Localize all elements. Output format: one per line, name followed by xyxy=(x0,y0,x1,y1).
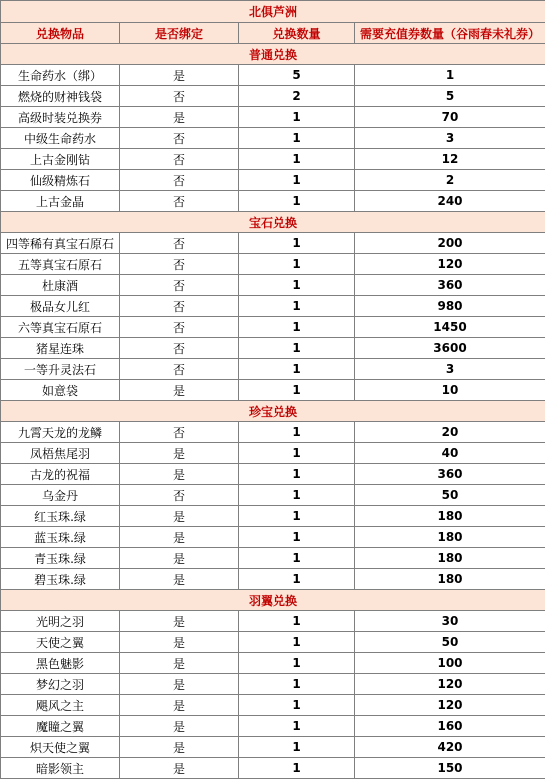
section-title: 羽翼兑换 xyxy=(1,590,545,611)
table-row xyxy=(1,254,545,275)
item-name: 高级时装兑换券 xyxy=(1,107,120,128)
bound-status: 是 xyxy=(120,611,239,632)
table-row xyxy=(1,65,545,86)
item-name: 光明之羽 xyxy=(1,611,120,632)
bound-status: 是 xyxy=(120,569,239,590)
bound-status: 否 xyxy=(120,338,239,359)
item-name: 极品女儿红 xyxy=(1,296,120,317)
item-name: 碧玉珠.绿 xyxy=(1,569,120,590)
voucher-count: 180 xyxy=(355,548,545,569)
item-name: 猪星连珠 xyxy=(1,338,120,359)
voucher-count: 160 xyxy=(355,716,545,737)
item-name: 六等真宝石原石 xyxy=(1,317,120,338)
item-name: 暗影领主 xyxy=(1,758,120,779)
table-row xyxy=(1,128,545,149)
voucher-count: 3 xyxy=(355,359,545,380)
voucher-count: 70 xyxy=(355,107,545,128)
item-name: 中级生命药水 xyxy=(1,128,120,149)
bound-status: 是 xyxy=(120,65,239,86)
exchange-quantity: 1 xyxy=(239,317,355,338)
voucher-count: 120 xyxy=(355,695,545,716)
bound-status: 否 xyxy=(120,275,239,296)
bound-status: 否 xyxy=(120,317,239,338)
table-row xyxy=(1,233,545,254)
item-name: 青玉珠.绿 xyxy=(1,548,120,569)
table-row xyxy=(1,86,545,107)
bound-status: 是 xyxy=(120,716,239,737)
exchange-quantity: 1 xyxy=(239,632,355,653)
bound-status: 是 xyxy=(120,548,239,569)
exchange-quantity: 1 xyxy=(239,464,355,485)
title-row xyxy=(1,1,545,23)
exchange-quantity: 1 xyxy=(239,254,355,275)
bound-status: 否 xyxy=(120,485,239,506)
item-name: 炽天使之翼 xyxy=(1,737,120,758)
voucher-count: 3600 xyxy=(355,338,545,359)
table-row xyxy=(1,380,545,401)
exchange-quantity: 2 xyxy=(239,86,355,107)
bound-status: 否 xyxy=(120,170,239,191)
bound-status: 是 xyxy=(120,674,239,695)
exchange-quantity: 1 xyxy=(239,695,355,716)
table-row xyxy=(1,695,545,716)
table-row xyxy=(1,737,545,758)
header-voucher-count: 需要充值券数量（谷雨春未礼券） xyxy=(355,23,545,44)
table-row xyxy=(1,464,545,485)
section-header-row xyxy=(1,401,545,422)
item-name: 燃烧的财神钱袋 xyxy=(1,86,120,107)
voucher-count: 40 xyxy=(355,443,545,464)
item-name: 飓风之主 xyxy=(1,695,120,716)
item-name: 四等稀有真宝石原石 xyxy=(1,233,120,254)
bound-status: 否 xyxy=(120,149,239,170)
bound-status: 是 xyxy=(120,653,239,674)
voucher-count: 180 xyxy=(355,527,545,548)
bound-status: 是 xyxy=(120,695,239,716)
exchange-quantity: 1 xyxy=(239,737,355,758)
exchange-quantity: 1 xyxy=(239,380,355,401)
bound-status: 是 xyxy=(120,107,239,128)
exchange-quantity: 1 xyxy=(239,716,355,737)
bound-status: 是 xyxy=(120,380,239,401)
item-name: 九霄天龙的龙鳞 xyxy=(1,422,120,443)
item-name: 天使之翼 xyxy=(1,632,120,653)
exchange-quantity: 1 xyxy=(239,611,355,632)
exchange-quantity: 1 xyxy=(239,548,355,569)
section-title: 普通兑换 xyxy=(1,44,545,65)
table-row xyxy=(1,191,545,212)
bound-status: 是 xyxy=(120,506,239,527)
bound-status: 否 xyxy=(120,191,239,212)
table-row xyxy=(1,296,545,317)
voucher-count: 1 xyxy=(355,65,545,86)
table-row xyxy=(1,569,545,590)
bound-status: 否 xyxy=(120,296,239,317)
item-name: 古龙的祝福 xyxy=(1,464,120,485)
exchange-quantity: 1 xyxy=(239,422,355,443)
exchange-quantity: 1 xyxy=(239,569,355,590)
voucher-count: 240 xyxy=(355,191,545,212)
bound-status: 否 xyxy=(120,86,239,107)
section-title: 珍宝兑换 xyxy=(1,401,545,422)
voucher-count: 50 xyxy=(355,485,545,506)
table-row xyxy=(1,275,545,296)
voucher-count: 2 xyxy=(355,170,545,191)
exchange-quantity: 1 xyxy=(239,527,355,548)
voucher-count: 20 xyxy=(355,422,545,443)
voucher-count: 360 xyxy=(355,464,545,485)
table-row xyxy=(1,149,545,170)
table-row xyxy=(1,359,545,380)
table-row xyxy=(1,422,545,443)
exchange-quantity: 1 xyxy=(239,506,355,527)
voucher-count: 200 xyxy=(355,233,545,254)
section-header-row xyxy=(1,212,545,233)
table-row xyxy=(1,758,545,779)
item-name: 魔瞳之翼 xyxy=(1,716,120,737)
item-name: 蓝玉珠.绿 xyxy=(1,527,120,548)
bound-status: 是 xyxy=(120,443,239,464)
bound-status: 是 xyxy=(120,758,239,779)
voucher-count: 980 xyxy=(355,296,545,317)
voucher-count: 12 xyxy=(355,149,545,170)
table-row xyxy=(1,506,545,527)
item-name: 仙级精炼石 xyxy=(1,170,120,191)
voucher-count: 30 xyxy=(355,611,545,632)
bound-status: 是 xyxy=(120,737,239,758)
exchange-quantity: 1 xyxy=(239,233,355,254)
voucher-count: 180 xyxy=(355,569,545,590)
exchange-quantity: 1 xyxy=(239,653,355,674)
header-row xyxy=(1,23,545,44)
exchange-quantity: 1 xyxy=(239,674,355,695)
exchange-quantity: 1 xyxy=(239,191,355,212)
table-row xyxy=(1,548,545,569)
bound-status: 是 xyxy=(120,632,239,653)
section-header-row xyxy=(1,590,545,611)
bound-status: 是 xyxy=(120,527,239,548)
table-row xyxy=(1,338,545,359)
voucher-count: 5 xyxy=(355,86,545,107)
table-row xyxy=(1,674,545,695)
table-row xyxy=(1,317,545,338)
table-row xyxy=(1,716,545,737)
voucher-count: 180 xyxy=(355,506,545,527)
item-name: 凤梧焦尾羽 xyxy=(1,443,120,464)
item-name: 杜康酒 xyxy=(1,275,120,296)
voucher-count: 1450 xyxy=(355,317,545,338)
item-name: 生命药水（绑） xyxy=(1,65,120,86)
voucher-count: 150 xyxy=(355,758,545,779)
item-name: 如意袋 xyxy=(1,380,120,401)
item-name: 红玉珠.绿 xyxy=(1,506,120,527)
voucher-count: 100 xyxy=(355,653,545,674)
bound-status: 否 xyxy=(120,233,239,254)
header-item: 兑换物品 xyxy=(1,23,120,44)
voucher-count: 360 xyxy=(355,275,545,296)
bound-status: 是 xyxy=(120,464,239,485)
exchange-quantity: 1 xyxy=(239,443,355,464)
voucher-count: 50 xyxy=(355,632,545,653)
bound-status: 否 xyxy=(120,359,239,380)
exchange-quantity: 1 xyxy=(239,128,355,149)
exchange-quantity: 1 xyxy=(239,359,355,380)
table-row xyxy=(1,170,545,191)
table-row xyxy=(1,443,545,464)
exchange-quantity: 1 xyxy=(239,758,355,779)
table-title: 北俱芦洲 xyxy=(1,1,545,23)
table-row xyxy=(1,611,545,632)
table-row xyxy=(1,527,545,548)
voucher-count: 10 xyxy=(355,380,545,401)
section-header-row xyxy=(1,44,545,65)
item-name: 乌金丹 xyxy=(1,485,120,506)
item-name: 梦幻之羽 xyxy=(1,674,120,695)
exchange-quantity: 1 xyxy=(239,296,355,317)
bound-status: 否 xyxy=(120,254,239,275)
table-row xyxy=(1,653,545,674)
bound-status: 否 xyxy=(120,128,239,149)
item-name: 五等真宝石原石 xyxy=(1,254,120,275)
voucher-count: 3 xyxy=(355,128,545,149)
exchange-quantity: 1 xyxy=(239,107,355,128)
table-row xyxy=(1,485,545,506)
exchange-quantity: 1 xyxy=(239,485,355,506)
header-bound: 是否绑定 xyxy=(120,23,239,44)
voucher-count: 120 xyxy=(355,674,545,695)
voucher-count: 120 xyxy=(355,254,545,275)
table-row xyxy=(1,632,545,653)
header-quantity: 兑换数量 xyxy=(239,23,355,44)
exchange-quantity: 1 xyxy=(239,338,355,359)
item-name: 上古金晶 xyxy=(1,191,120,212)
section-title: 宝石兑换 xyxy=(1,212,545,233)
item-name: 一等升灵法石 xyxy=(1,359,120,380)
exchange-quantity: 1 xyxy=(239,170,355,191)
table-row xyxy=(1,107,545,128)
exchange-quantity: 1 xyxy=(239,275,355,296)
item-name: 上古金刚钻 xyxy=(1,149,120,170)
exchange-quantity: 1 xyxy=(239,149,355,170)
voucher-count: 420 xyxy=(355,737,545,758)
item-name: 黑色魅影 xyxy=(1,653,120,674)
bound-status: 否 xyxy=(120,422,239,443)
exchange-quantity: 5 xyxy=(239,65,355,86)
